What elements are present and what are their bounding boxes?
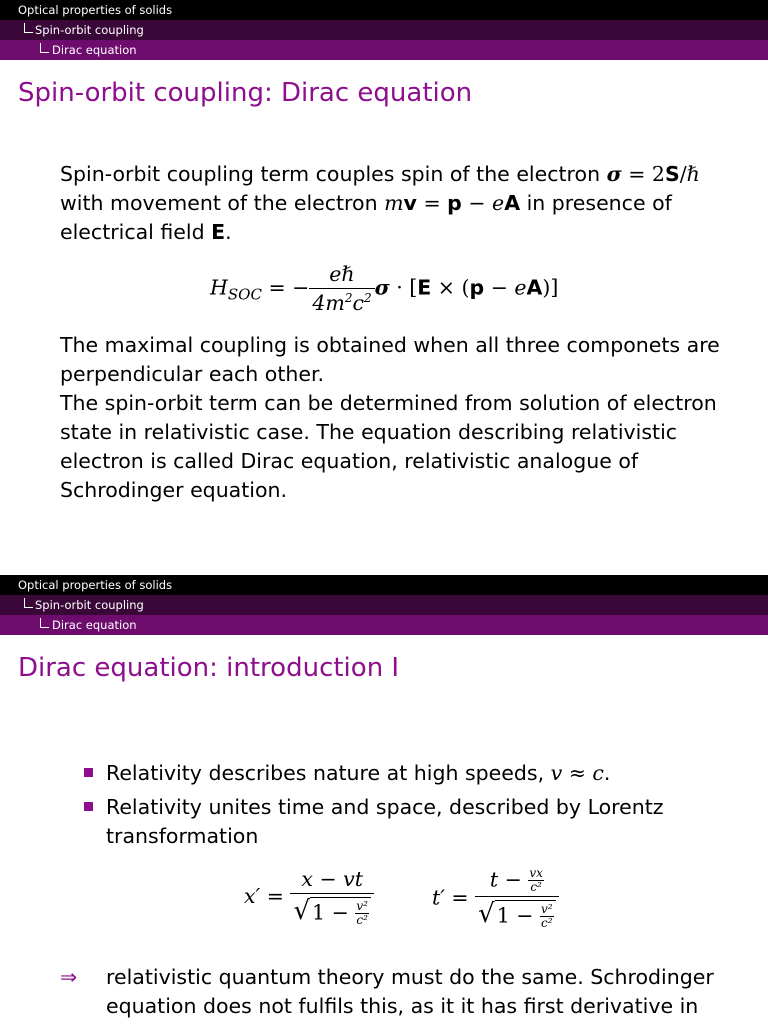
breadcrumb-level3: Dirac equation xyxy=(0,40,768,60)
list-item: Relativity describes nature at high speeds, v ≈ c. xyxy=(84,759,744,788)
soc-hamiltonian-equation: $H_{SOC}$ = − $\frac{\text{eℏ}}{4m^2c^2}$ σ · [E × (p − eA)] xyxy=(210,262,559,315)
explanation-paragraph: The maximal coupling is obtained when all three componets are perpendicular each other. The spin-orbit term can be determined from solution of electron state in relativistic case. The equation describing relativistic electron is called Dirac equation, relativistic analogue of Schrodinger equation. xyxy=(60,333,720,502)
bullet-square-icon xyxy=(84,768,93,777)
lorentz-t-equation: t′ = t − $\frac{vx}{\text{c²}}$ √1 − $\frac{\text{v²}}{\text{c²}}$ xyxy=(432,867,559,930)
implies-arrow-icon: ⇒ xyxy=(60,965,78,989)
intro-paragraph: Spin-orbit coupling term couples spin of the electron σ = 2S/ℏ with movement of the electron mv = p − eA in presence of electrical field E. xyxy=(60,162,700,244)
lorentz-x-equation: x′ = x − vt √1 − $\frac{\text{v²}}{\text{c²}}$ xyxy=(244,867,374,927)
breadcrumb-level1: Optical properties of solids xyxy=(0,575,768,595)
tree-corner-icon xyxy=(40,43,49,53)
breadcrumb-level2: Spin-orbit coupling xyxy=(0,595,768,615)
slide-dirac-intro xyxy=(0,575,768,1024)
tree-corner-icon xyxy=(24,598,33,608)
tree-corner-icon xyxy=(24,23,33,33)
breadcrumb-level1: Optical properties of solids xyxy=(0,0,768,20)
bullet-square-icon xyxy=(84,802,93,811)
slide-title: Dirac equation: introduction I xyxy=(18,653,400,683)
list-item: Relativity unites time and space, described by Lorentz transformation xyxy=(84,793,744,851)
slide-title: Spin-orbit coupling: Dirac equation xyxy=(18,78,473,108)
bullet-list xyxy=(84,759,744,856)
breadcrumb-level2: Spin-orbit coupling xyxy=(0,20,768,40)
conclusion-paragraph: ⇒ relativistic quantum theory must do the same. Schrodinger equation does not fulfils this, as it it has first derivative in xyxy=(60,963,750,1021)
breadcrumb-level3: Dirac equation xyxy=(0,615,768,635)
tree-corner-icon xyxy=(40,618,49,628)
